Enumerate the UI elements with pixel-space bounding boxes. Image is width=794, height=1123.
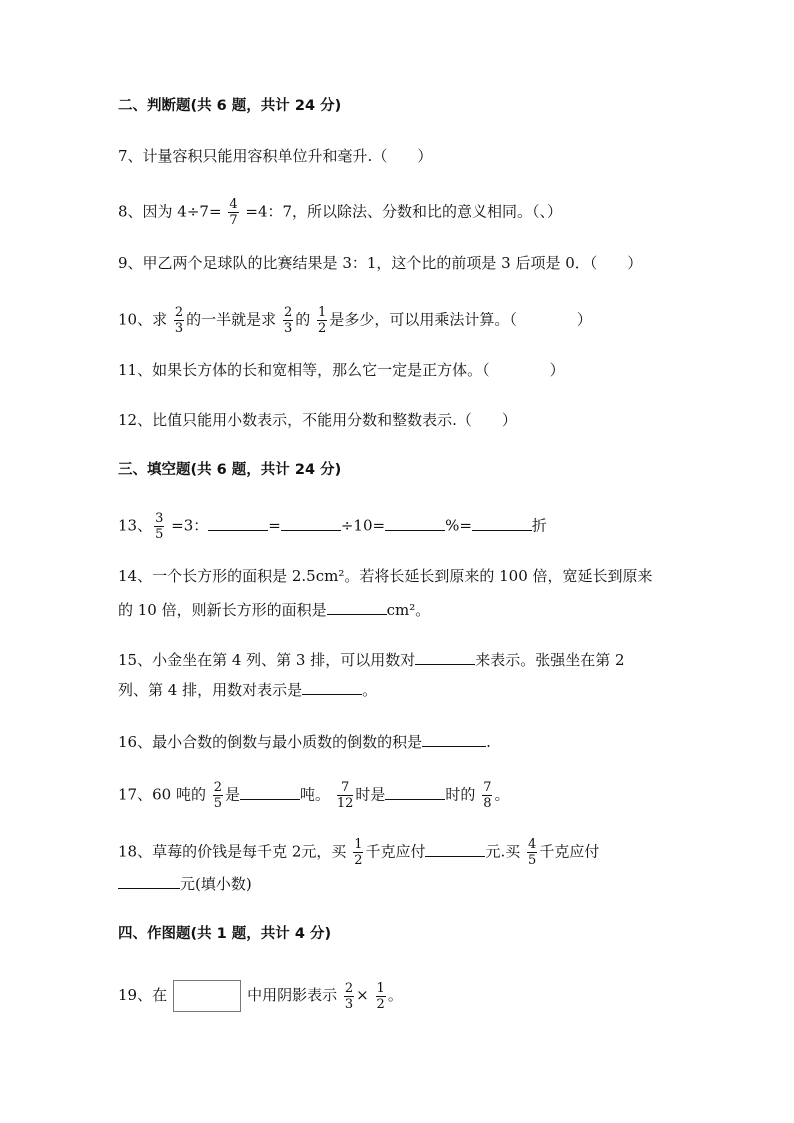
q15-line1-prefix: 15、小金坐在第 4 列、第 3 排，可以用数对 [118,651,416,669]
q18-line2-suffix: 元(填小数) [180,875,252,893]
q13-part-2: = [268,516,281,535]
q17-mid-2: 吨。 [300,785,331,804]
answer-blank[interactable] [302,678,362,695]
question-16 [118,730,491,752]
answer-blank[interactable] [385,783,445,800]
q13-part-5: 折 [531,516,547,535]
q18-fraction-1 [353,838,363,867]
section-heading-judgement: 二、判断题(共 6 题，共计 24 分) [118,98,342,114]
question-15-line-2 [118,678,377,700]
q16-prefix: 16、最小合数的倒数与最小质数的倒数的积是 [118,733,423,751]
frac-num: 3 [155,511,164,526]
frac-den: 7 [229,213,238,228]
q18-mid-2: 元.买 [485,842,521,861]
question-19 [118,980,403,1012]
shading-box[interactable] [173,980,241,1012]
q17-suffix: 。 [494,785,510,804]
q10-mid-2: 的 [295,310,311,329]
q17-mid-1: 是 [225,785,241,804]
q18-mid-1: 千克应付 [365,842,426,861]
question-12: 12、比值只能用小数表示，不能用分数和整数表示.（ ） [118,411,517,429]
answer-blank[interactable] [281,514,341,531]
question-18-line-1 [118,838,599,867]
question-7: 7、计量容积只能用容积单位升和毫升.（ ） [118,147,433,165]
frac-num: 2 [283,305,293,320]
question-14-line-1: 14、一个长方形的面积是 2.5cm²。若将长延长到原来的 100 倍，宽延长到原来 [118,567,653,585]
question-10 [118,306,592,335]
question-8 [118,198,562,227]
q15-line2-suffix: 。 [362,681,378,699]
frac-num: 7 [337,781,354,796]
q17-fraction-1 [213,781,223,810]
frac-den: 12 [336,796,354,811]
q10-fraction-1 [174,306,184,335]
q19-mid: 中用阴影表示 [247,986,338,1004]
frac-num: 1 [318,305,327,320]
frac-num: 2 [174,305,184,320]
q15-line1-suffix: 来表示。张强坐在第 2 [475,651,625,669]
question-14-line-2 [118,598,430,620]
question-11: 11、如果长方体的长和宽相等，那么它一定是正方体。（ ） [118,361,565,379]
frac-num: 2 [344,980,354,996]
answer-blank[interactable] [385,514,445,531]
q18-mid-3: 千克应付 [539,842,600,861]
frac-den: 3 [283,321,293,336]
frac-den: 2 [376,996,385,1012]
q8-suffix: =4：7，所以除法、分数和比的意义相同。（、） [245,202,563,221]
answer-blank[interactable] [118,872,180,889]
q13-fraction [154,512,164,541]
answer-blank[interactable] [472,514,532,531]
q19-suffix: 。 [387,986,403,1004]
q15-line2-prefix: 列、第 4 排，用数对表示是 [118,681,303,699]
question-18-line-2 [118,872,252,894]
answer-blank[interactable] [327,598,387,615]
q13-part-1: =3： [171,516,209,535]
q10-mid-1: 的一半就是求 [186,310,277,329]
answer-blank[interactable] [425,840,485,857]
q19-fraction-2 [376,982,386,1011]
frac-den: 3 [344,996,354,1012]
q17-fraction-2 [337,781,354,810]
q17-prefix: 17、60 吨的 [118,785,206,804]
question-13 [118,512,547,541]
question-17 [118,781,509,810]
frac-den: 5 [155,527,164,542]
q19-fraction-1 [344,982,354,1011]
q10-fraction-2 [283,306,293,335]
frac-num: 1 [376,980,385,996]
q8-prefix: 8、因为 4÷7= [118,202,222,221]
q13-part-4: %= [445,516,472,535]
q18-fraction-2 [527,838,537,867]
q18-prefix: 18、草莓的价钱是每千克 2元，买 [118,842,347,861]
q19-prefix: 19、在 [118,986,168,1004]
frac-den: 5 [528,853,537,868]
q13-prefix: 13、 [118,516,153,535]
q10-prefix: 10、求 [118,310,168,329]
q14-line2-prefix: 的 10 倍，则新长方形的面积是 [118,601,327,619]
q8-fraction [228,198,238,227]
question-9: 9、甲乙两个足球队的比赛结果是 3：1，这个比的前项是 3 后项是 0．（ ） [118,254,643,272]
answer-blank[interactable] [208,514,268,531]
frac-num: 7 [483,780,492,795]
answer-blank[interactable] [422,730,486,747]
frac-num: 1 [354,837,363,852]
question-15-line-1 [118,648,625,670]
q10-suffix: 是多少，可以用乘法计算。（ ） [329,310,592,329]
frac-den: 8 [483,796,492,811]
q14-line2-suffix: cm²。 [386,601,431,619]
q13-part-3: ÷10= [340,516,386,535]
q19-times: × [356,986,369,1004]
q10-fraction-3 [317,306,327,335]
frac-num: 4 [229,197,238,212]
section-heading-drawing: 四、作图题(共 1 题，共计 4 分) [118,926,332,942]
q17-mid-3: 时是 [355,785,386,804]
answer-blank[interactable] [240,783,300,800]
frac-den: 2 [318,321,327,336]
answer-blank[interactable] [415,648,475,665]
section-heading-fill-blank: 三、填空题(共 6 题，共计 24 分) [118,462,342,478]
frac-num: 4 [528,837,537,852]
frac-num: 2 [213,780,223,795]
q16-suffix: . [486,733,491,751]
frac-den: 3 [174,321,184,336]
frac-den: 5 [213,796,223,811]
frac-den: 2 [354,853,363,868]
q17-fraction-3 [482,781,492,810]
q17-mid-4: 时的 [445,785,476,804]
